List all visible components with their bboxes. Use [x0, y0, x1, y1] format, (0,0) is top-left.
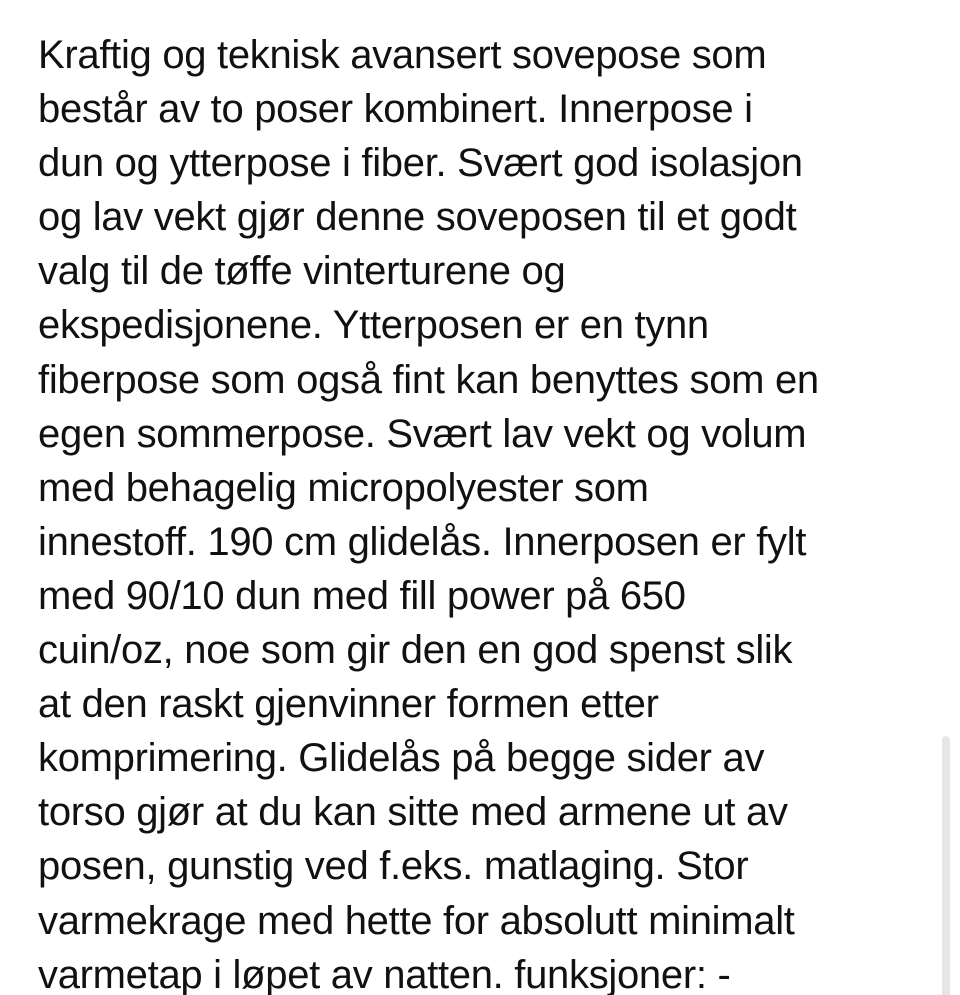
description-line: Kraftig og teknisk avansert sovepose som — [38, 33, 767, 77]
description-line: komprimering. Glidelås på begge sider av — [38, 736, 765, 781]
description-line: varmekrage med hette for absolutt minimalt — [38, 898, 795, 943]
description-line: cuin/oz, noe som gir den en god spenst slik — [38, 628, 793, 673]
vertical-scrollbar[interactable] — [942, 736, 950, 995]
description-line: og lav vekt gjør denne soveposen til et godt — [38, 195, 797, 240]
description-line: består av to poser kombinert. Innerpose i — [38, 87, 753, 132]
description-line: egen sommerpose. Svært lav vekt og volum — [38, 411, 807, 456]
description-line: ekspedisjonene. Ytterposen er en tynn — [38, 303, 709, 348]
description-line: valg til de tøffe vinterturene og — [38, 249, 566, 294]
description-line: med behagelig micropolyester som — [38, 465, 649, 510]
description-line: at den raskt gjenvinner formen etter — [38, 682, 659, 727]
description-line: varmetap i løpet av natten. funksjoner: - — [38, 952, 731, 995]
product-description-text — [38, 28, 938, 995]
description-line: dun og ytterpose i fiber. Svært god isolasjon — [38, 141, 803, 186]
description-line: med 90/10 dun med fill power på 650 — [38, 573, 686, 618]
description-line: posen, gunstig ved f.eks. matlaging. Stor — [38, 844, 749, 889]
description-line: fiberpose som også fint kan benyttes som en — [38, 357, 819, 402]
description-line: torso gjør at du kan sitte med armene ut av — [38, 790, 788, 835]
description-line: innestoff. 190 cm glidelås. Innerposen er fylt — [38, 519, 807, 564]
